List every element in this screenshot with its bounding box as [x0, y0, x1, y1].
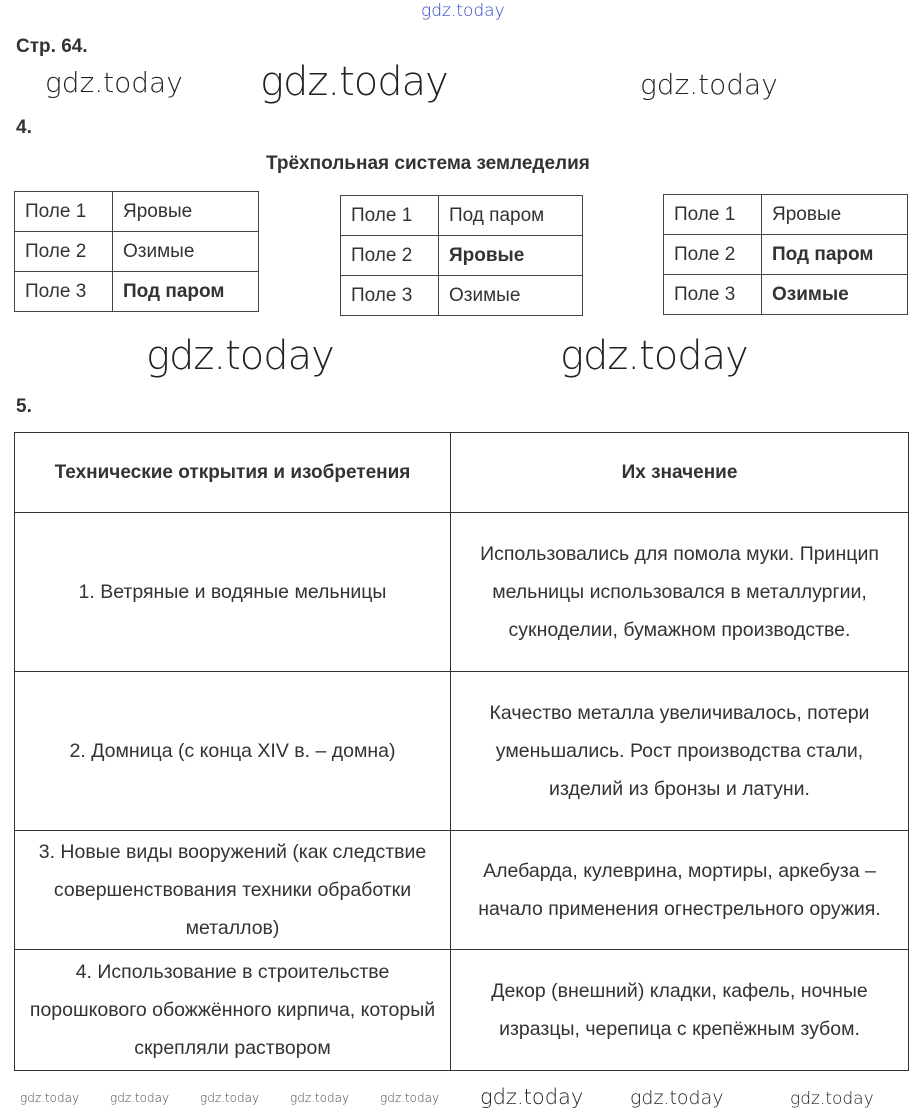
- invention-cell: 1. Ветряные и водяные мельницы: [15, 513, 451, 672]
- crop-row: [341, 276, 583, 316]
- field-cell: Поле 2: [15, 232, 113, 272]
- invention-cell: 4. Использование в строительстве порошкового обожжённого кирпича, который скрепляли раствором: [15, 950, 451, 1071]
- meaning-cell: Качество металла увеличивалось, потери уменьшались. Рост производства стали, изделий из бронзы и латуни.: [451, 672, 909, 831]
- field-cell: Поле 3: [15, 272, 113, 312]
- page-label: Стр. 64.: [16, 36, 88, 57]
- field-cell: Поле 1: [341, 196, 439, 236]
- invention-cell: 3. Новые виды вооружений (как следствие совершенствования техники обработки металлов): [15, 831, 451, 950]
- crop-cell: Озимые: [113, 232, 259, 272]
- watermark: gdz.today: [790, 1089, 874, 1109]
- table-row: [15, 513, 909, 672]
- inventions-table: [14, 432, 909, 1071]
- crop-cell: Под паром: [762, 235, 908, 275]
- watermark: gdz.today: [146, 333, 334, 379]
- watermark: gdz.today: [421, 1, 505, 21]
- task-4-title: Трёхпольная система земледелия: [266, 153, 590, 174]
- crop-cell: Яровые: [439, 236, 583, 276]
- field-cell: Поле 2: [664, 235, 762, 275]
- crop-row: [341, 196, 583, 236]
- crop-row: [664, 195, 908, 235]
- crop-row: [664, 275, 908, 315]
- meaning-cell: Алебарда, кулеврина, мортиры, аркебуза – начало применения огнестрельного оружия.: [451, 831, 909, 950]
- watermark: gdz.today: [110, 1091, 170, 1105]
- crop-cell: Под паром: [113, 272, 259, 312]
- watermark: gdz.today: [290, 1091, 350, 1105]
- invention-cell: 2. Домница (с конца XIV в. – домна): [15, 672, 451, 831]
- watermark: gdz.today: [560, 333, 748, 379]
- crop-row: [341, 236, 583, 276]
- task-4-number: 4.: [16, 117, 32, 138]
- task-5-number: 5.: [16, 396, 32, 417]
- crop-table-3: [663, 194, 908, 315]
- header-meaning: Их значение: [451, 433, 909, 513]
- crop-cell: Яровые: [113, 192, 259, 232]
- field-cell: Поле 3: [341, 276, 439, 316]
- crop-cell: Озимые: [762, 275, 908, 315]
- field-cell: Поле 1: [664, 195, 762, 235]
- watermark: gdz.today: [45, 66, 183, 99]
- watermark: gdz.today: [200, 1091, 260, 1105]
- crop-row: [15, 192, 259, 232]
- watermark: gdz.today: [630, 1087, 724, 1109]
- meaning-cell: Использовались для помола муки. Принцип мельницы использовался в металлургии, сукноделии, бумажном производстве.: [451, 513, 909, 672]
- crop-cell: Озимые: [439, 276, 583, 316]
- field-cell: Поле 1: [15, 192, 113, 232]
- crop-row: [15, 272, 259, 312]
- watermark: gdz.today: [640, 68, 778, 101]
- header-inventions: Технические открытия и изобретения: [15, 433, 451, 513]
- field-cell: Поле 2: [341, 236, 439, 276]
- table-row: [15, 831, 909, 950]
- field-cell: Поле 3: [664, 275, 762, 315]
- crop-row: [664, 235, 908, 275]
- crop-row: [15, 232, 259, 272]
- watermark: gdz.today: [260, 59, 448, 105]
- table-row: [15, 950, 909, 1071]
- crop-cell: Под паром: [439, 196, 583, 236]
- crop-table-2: [340, 195, 583, 316]
- table-row: [15, 672, 909, 831]
- crop-table-1: [14, 191, 259, 312]
- watermark: gdz.today: [480, 1085, 584, 1109]
- watermark: gdz.today: [380, 1091, 440, 1105]
- meaning-cell: Декор (внешний) кладки, кафель, ночные изразцы, черепица с крепёжным зубом.: [451, 950, 909, 1071]
- crop-cell: Яровые: [762, 195, 908, 235]
- watermark: gdz.today: [20, 1091, 80, 1105]
